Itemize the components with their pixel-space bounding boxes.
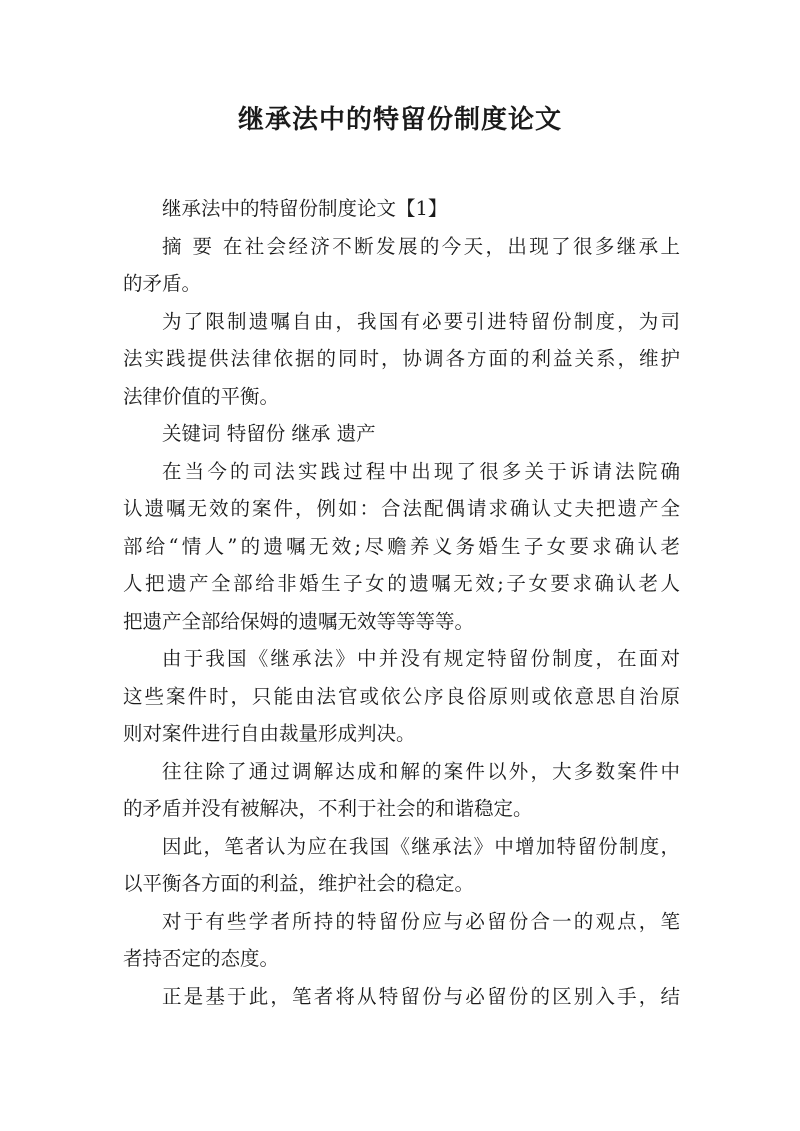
paragraph-line: 为了限制遗嘱自由，我国有必要引进特留份制度，为司 [162,309,680,333]
paragraph-line: 的矛盾并没有被解决，不利于社会的和谐稳定。 [123,797,533,820]
paragraph [123,303,680,416]
paragraph-line: 以平衡各方面的利益，维护社会的稳定。 [123,872,475,895]
paragraph-line: 者持否定的态度。 [123,947,280,970]
paragraph-line: 在当今的司法实践过程中出现了很多关于诉请法院确 [162,459,680,483]
paragraph-line: 这些案件时，只能由法官或依公序良俗原则或依意思自治原 [123,684,680,708]
document-title: 继承法中的特留份制度论文 [237,105,562,135]
paragraph-line: 摘 要 在社会经济不断发展的今天，出现了很多继承上 [162,234,680,258]
paragraph-line: 则对案件进行自由裁量形成判决。 [123,722,416,745]
paragraph-line: 认遗嘱无效的案件，例如：合法配偶请求确认丈夫把遗产全 [123,497,680,520]
paragraph [123,828,680,903]
paragraph-line: 法律价值的平衡。 [123,384,280,408]
paragraph-line: 把遗产全部给保姆的遗嘱无效等等等等。 [123,609,475,633]
paragraph-line: 往往除了通过调解达成和解的案件以外，大多数案件中 [162,759,680,783]
paragraph-line: 部给“情人”的遗嘱无效;尽赡养义务婚生子女要求确认老 [123,534,680,558]
document-body [123,190,680,1015]
paragraph-line: 继承法中的特留份制度论文【1】 [162,197,448,220]
paragraph-line: 关键词 特留份 继承 遗产 [162,422,376,445]
paragraph-line: 人把遗产全部给非婚生子女的遗嘱无效;子女要求确认老人 [123,572,680,595]
paragraph [123,228,680,303]
paragraph [123,753,680,828]
paragraph [123,640,680,753]
paragraph-line: 的矛盾。 [123,272,202,295]
paragraph-line: 由于我国《继承法》中并没有规定特留份制度，在面对 [162,647,680,670]
paragraph-line: 法实践提供法律依据的同时，协调各方面的利益关系，维护 [123,347,680,370]
paragraph [123,978,680,1016]
paragraph-line: 正是基于此，笔者将从特留份与必留份的区别入手，结 [162,984,680,1008]
paragraph [123,415,680,453]
paragraph-line: 对于有些学者所持的特留份应与必留份合一的观点，笔 [162,909,680,933]
paragraph [123,903,680,978]
paragraph-line: 因此，笔者认为应在我国《继承法》中增加特留份制度， [162,834,680,858]
paragraph [123,453,680,641]
paragraph [123,190,680,228]
